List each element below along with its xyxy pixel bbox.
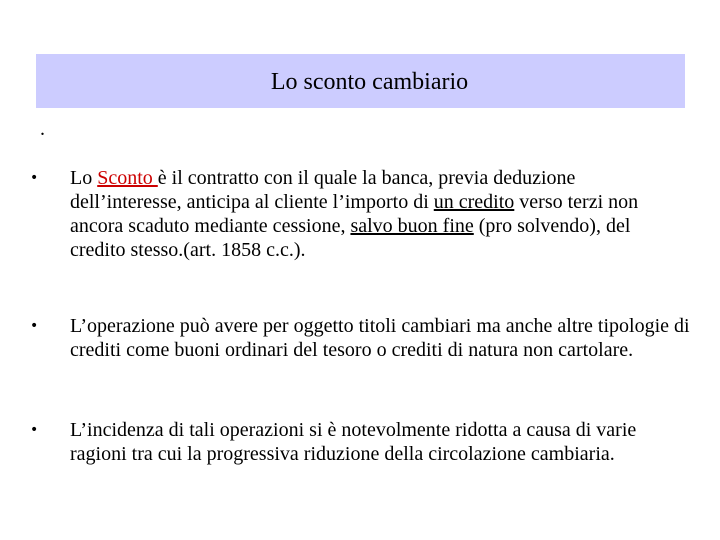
bullet-marker: •	[30, 422, 39, 438]
bullet-text: L’incidenza di tali operazioni si è notevolmente ridotta a causa di varie ragioni tra cui la progressiva riduzione della circolazione cambiaria.	[70, 419, 637, 465]
sconto-link[interactable]: Sconto	[97, 167, 158, 189]
title-banner	[36, 54, 685, 108]
text-segment: verso terzi non ancora scaduto mediante cessione,	[70, 191, 639, 237]
bullet-marker: •	[30, 170, 39, 186]
text-segment: Lo	[70, 167, 98, 189]
bullet-text: L’operazione può avere per oggetto titoli cambiari ma anche altre tipologie di crediti come buoni ordinari del tesoro o crediti di natura non cartolare.	[70, 315, 690, 361]
page-title: Lo sconto cambiario	[270, 69, 469, 95]
salvo-buon-fine-link[interactable]: salvo buon fine	[350, 215, 474, 237]
bullet-text	[70, 166, 690, 262]
text-segment: è il contratto con il quale la banca, previa deduzione dell’interesse, anticipa al cliente l’importo di	[70, 167, 576, 213]
text-segment: (pro solvendo), del credito stesso.(art. 1858 c.c.).	[70, 215, 631, 261]
bullet-marker: •	[30, 318, 39, 334]
stray-period: .	[40, 118, 45, 140]
credito-link[interactable]: un credito	[433, 191, 515, 213]
